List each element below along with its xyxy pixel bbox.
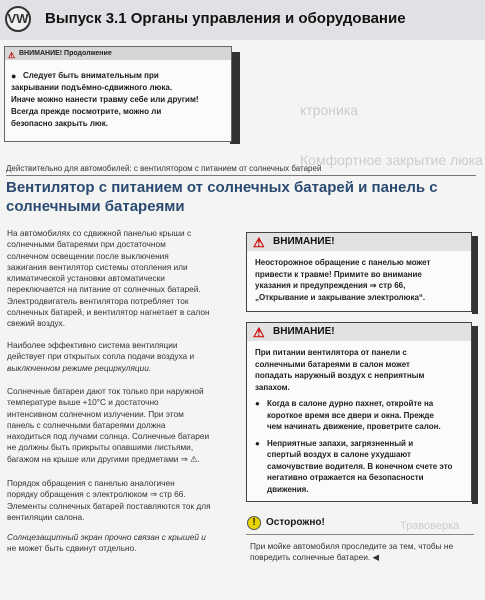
paragraph-5: Солнцезащитный экран прочно связан с крышей и не может быть сдвинут отдельно. [7, 532, 206, 554]
warning-triangle-icon: ⚠ [8, 51, 16, 60]
warning-box-2-text: При питании вентилятора от панели с солнечными батареями в салон может попадать наружный воздух с неприятным запахом. ● Когда в салоне дурно пахнет, откройте на короткое время все двери и окна. Прежде чем начинать движение, проветрите салон. ● Неприятные запахи, загрязненный и спертый воздух в салоне ухудшают самочувствие водителя. В конечном счете это негативно отражается на безопасности движения. [247, 341, 471, 501]
box-shadow [472, 326, 478, 504]
ghost-text: ктроника [300, 102, 359, 118]
paragraph-3: Солнечные батареи дают ток только при наружной температуре выше +10°C и достаточно интенсивном солнечном излучении. При этом панель с солнечными батареями должна находиться под лучами солнца. Солнечные батареи не должны быть прикрыты опавшими листьями, багажом на крыше или другими предметами ⇒ ⚠. [7, 386, 210, 464]
warning-bullet: ● Неприятные запахи, загрязненный и спертый воздух в салоне ухудшают самочувствие водителя. В конечном счете это негативно отражается на безопасности движения. [255, 438, 453, 494]
warning-box-1-header: ⚠ ВНИМАНИЕ! [247, 233, 471, 251]
warning-continued-text: ● Следует быть внимательным при закрывании подъёмно-сдвижного люка. Иначе можно нанести травму себе или другим! Всегда прежде посмотрите, можно ли безопасно закрыть люк. [11, 71, 199, 128]
warning-box-2-header: ⚠ ВНИМАНИЕ! [247, 323, 471, 341]
warning-triangle-icon: ⚠ [253, 325, 265, 340]
bullet-dot-icon: ● [11, 71, 17, 81]
ghost-text: Травоверка [400, 520, 460, 532]
ghost-text: Комфортное закрытие люка [300, 152, 483, 168]
vw-logo-icon: VW [5, 6, 31, 32]
warning-continued-header: ⚠ ВНИМАНИЕ! Продолжение [5, 47, 231, 60]
warning-box-2 [246, 322, 472, 502]
caution-title: Осторожно! [266, 517, 325, 528]
section-title: Вентилятор с питанием от солнечных батарей и панель с солнечными батареями [6, 179, 438, 215]
paragraph-4: Порядок обращения с панелью аналогичен порядку обращения с электролюком ⇒ стр 66. Элементы солнечных батарей поставляются ток для вентиляции салона. [7, 478, 211, 522]
chapter-header [0, 0, 485, 40]
caution-text: При мойке автомобиля проследите за тем, чтобы не повредить солнечные батареи. ◀ [250, 541, 454, 563]
warning-box-1-text: Неосторожное обращение с панелью может привести к травме! Примите во внимание указания и предупреждения ⇒ стр 66, „Открывание и закрывание электролюка“. [255, 258, 431, 302]
caution-circle-icon: ! [247, 516, 261, 530]
validity-note: Действительно для автомобилей: с вентилятором с питанием от солнечных батарей [6, 164, 322, 173]
warning-box-1 [246, 232, 472, 312]
paragraph-1: На автомобилях со сдвижной панелью крыши с солнечными батареями при достаточном солнечном освещении после выключения зажигания вентилятор системы отопления или климатической установки автоматически переключается на питание от солнечных батарей. Электродвигатель вентилятора потребляет ток солнечных батарей, и вентилятор нагнетает в салон свежий воздух. [7, 228, 210, 329]
warning-triangle-icon: ⚠ [253, 235, 265, 250]
divider [6, 175, 476, 176]
warning-bullet: ● Когда в салоне дурно пахнет, откройте на короткое время все двери и окна. Прежде чем начинать движение, проветрите салон. [255, 399, 441, 431]
box-shadow [472, 236, 478, 314]
bullet-dot-icon: ● [255, 438, 260, 448]
warning-continued-box [4, 46, 232, 142]
chapter-title: Выпуск 3.1 Органы управления и оборудование [45, 10, 406, 27]
bullet-dot-icon: ● [255, 399, 260, 408]
paragraph-2: Наиболее эффективно система вентиляции действует при открытых сопла подачи воздуха и выключенном режиме рециркуляции. [7, 340, 195, 373]
divider [246, 534, 474, 535]
